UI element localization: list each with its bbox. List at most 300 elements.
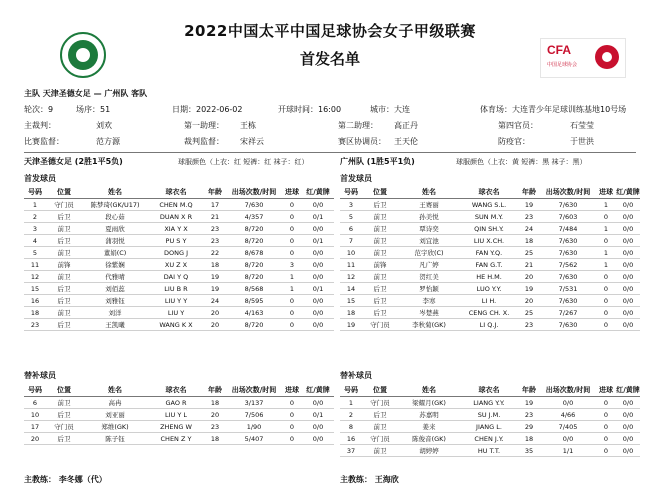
table-cell: 前卫 — [362, 211, 398, 223]
table-cell: 后卫 — [362, 199, 398, 211]
table-cell: 0 — [282, 397, 302, 409]
table-cell: 王赛丽 — [398, 199, 460, 211]
table-cell: 21 — [518, 259, 540, 271]
column-header: 进球 — [282, 384, 302, 397]
column-header: 姓名 — [82, 384, 148, 397]
table-cell: 23 — [204, 421, 226, 433]
table-cell: 17 — [204, 199, 226, 211]
table-cell: 前卫 — [362, 271, 398, 283]
table-cell: 段心茹 — [82, 211, 148, 223]
table-cell: 8/595 — [226, 295, 282, 307]
table-cell: 0/0 — [302, 247, 334, 259]
cfa-logo-subtext: 中国足球协会 — [547, 62, 578, 68]
table-cell: 前卫 — [46, 307, 82, 319]
table-cell: 覃诗奕 — [398, 223, 460, 235]
table-cell: 0/0 — [616, 211, 640, 223]
table-cell: 后卫 — [46, 319, 82, 331]
table-cell: 20 — [204, 319, 226, 331]
table-cell: 0/0 — [616, 307, 640, 319]
table-cell: 1 — [596, 223, 616, 235]
venue: 体育场：大连青少年足球训练基地10号场 — [480, 105, 627, 114]
table-cell: 0 — [596, 307, 616, 319]
match-number: 场序：51 — [76, 105, 111, 114]
table-cell: 18 — [24, 307, 46, 319]
table-row — [340, 247, 640, 259]
table-cell: 贺红美 — [398, 271, 460, 283]
table-cell: 2 — [24, 211, 46, 223]
table-cell: 0 — [282, 295, 302, 307]
column-header: 出场次数/时间 — [226, 186, 282, 199]
cfa-logo-text: CFA — [547, 43, 571, 57]
table-cell: 8/720 — [226, 235, 282, 247]
table-cell: 0 — [596, 421, 616, 433]
table-cell: 18 — [518, 433, 540, 445]
column-header: 年龄 — [204, 186, 226, 199]
table-cell: DAI Y Q — [148, 271, 204, 283]
table-cell: 18 — [340, 307, 362, 319]
table-cell: 23 — [24, 319, 46, 331]
column-header: 红/黄牌 — [302, 186, 334, 199]
table-cell: 23 — [204, 235, 226, 247]
table-header-row — [24, 384, 334, 397]
home-starters-table — [24, 186, 334, 331]
table-cell: SUN M.Y. — [460, 211, 518, 223]
table-cell: 王凯曦 — [82, 319, 148, 331]
table-cell: GAO R — [148, 397, 204, 409]
table-row — [24, 397, 334, 409]
table-cell: 0 — [282, 223, 302, 235]
column-header: 红/黄牌 — [616, 384, 640, 397]
table-cell: 守门员 — [362, 319, 398, 331]
table-cell: ZHENG W — [148, 421, 204, 433]
column-header: 红/黄牌 — [302, 384, 334, 397]
table-row — [24, 433, 334, 445]
table-cell: 后卫 — [46, 433, 82, 445]
table-row — [340, 235, 640, 247]
table-row — [24, 283, 334, 295]
table-row — [24, 319, 334, 331]
divider — [24, 152, 636, 153]
official-role: 裁判监督： — [184, 137, 224, 146]
column-header: 出场次数/时间 — [226, 384, 282, 397]
table-row — [24, 409, 334, 421]
table-cell: 0/0 — [616, 421, 640, 433]
column-header: 号码 — [340, 384, 362, 397]
table-header-row — [340, 384, 640, 397]
table-cell: 0 — [282, 307, 302, 319]
table-cell: 3 — [282, 259, 302, 271]
table-cell: 19 — [204, 283, 226, 295]
table-cell: 0 — [596, 319, 616, 331]
table-cell: LIU Y — [148, 307, 204, 319]
table-cell: 23 — [204, 223, 226, 235]
table-cell: LI Q.J. — [460, 319, 518, 331]
table-cell: 0/0 — [302, 433, 334, 445]
table-row — [24, 235, 334, 247]
table-cell: 前卫 — [362, 445, 398, 457]
table-cell: 夏雨欣 — [82, 223, 148, 235]
table-cell: LIANG Y.Y. — [460, 397, 518, 409]
table-cell: 7/405 — [540, 421, 596, 433]
table-cell: 0/0 — [616, 235, 640, 247]
table-cell: 8/720 — [226, 259, 282, 271]
column-header: 号码 — [340, 186, 362, 199]
table-row — [340, 445, 640, 457]
table-cell: 岑楚燕 — [398, 307, 460, 319]
table-cell: 守门员 — [362, 397, 398, 409]
home-subs-label: 替补球员 — [24, 371, 56, 380]
table-cell: 11 — [24, 259, 46, 271]
official-role: 第一助理： — [184, 121, 224, 130]
table-cell: 25 — [518, 247, 540, 259]
table-cell: QIN SH.Y. — [460, 223, 518, 235]
table-cell: 37 — [340, 445, 362, 457]
table-cell: 后卫 — [362, 307, 398, 319]
column-header: 出场次数/时间 — [540, 384, 596, 397]
table-cell: DONG J — [148, 247, 204, 259]
official-name: 王栋 — [240, 121, 256, 130]
column-header: 号码 — [24, 186, 46, 199]
kickoff-time: 开球时间：16:00 — [278, 105, 342, 114]
table-cell: LIU X.CH. — [460, 235, 518, 247]
table-cell: 4/163 — [226, 307, 282, 319]
table-cell: 陈梦琦(GK/U17) — [82, 199, 148, 211]
table-cell: 1 — [282, 271, 302, 283]
table-row — [24, 199, 334, 211]
table-cell: 后卫 — [362, 409, 398, 421]
table-cell: 7/506 — [226, 409, 282, 421]
table-cell: 高冉 — [82, 397, 148, 409]
table-cell: 前卫 — [362, 247, 398, 259]
official-role: 主裁判： — [24, 121, 56, 130]
table-cell: 8/720 — [226, 223, 282, 235]
table-cell: 7/630 — [540, 295, 596, 307]
table-cell: 前卫 — [46, 223, 82, 235]
table-cell: 19 — [340, 319, 362, 331]
table-cell: 后卫 — [362, 295, 398, 307]
table-cell: 20 — [518, 295, 540, 307]
table-cell: 梁耀月(GK) — [398, 397, 460, 409]
column-header: 年龄 — [518, 384, 540, 397]
table-cell: 前卫 — [362, 421, 398, 433]
column-header: 年龄 — [518, 186, 540, 199]
table-cell: 20 — [204, 409, 226, 421]
table-cell: 18 — [204, 433, 226, 445]
table-cell: 刘亚丽 — [82, 409, 148, 421]
table-cell: WANG S.L. — [460, 199, 518, 211]
table-cell: 0 — [282, 319, 302, 331]
table-cell: 0/0 — [616, 433, 640, 445]
table-cell: 15 — [340, 295, 362, 307]
table-cell: 陈俊音(GK) — [398, 433, 460, 445]
table-row — [24, 271, 334, 283]
table-cell: 代雅晴 — [82, 271, 148, 283]
table-cell: 22 — [204, 247, 226, 259]
table-cell: 23 — [518, 409, 540, 421]
table-cell: 11 — [340, 259, 362, 271]
official-role: 比赛监督： — [24, 137, 64, 146]
column-header: 出场次数/时间 — [540, 186, 596, 199]
column-header: 球衣名 — [460, 186, 518, 199]
column-header: 位置 — [46, 384, 82, 397]
table-cell: 1 — [340, 397, 362, 409]
table-cell: 7 — [340, 235, 362, 247]
table-row — [340, 421, 640, 433]
table-cell: 罗怡颖 — [398, 283, 460, 295]
table-cell: 0 — [596, 271, 616, 283]
table-cell: 0/0 — [616, 271, 640, 283]
column-header: 球衣名 — [460, 384, 518, 397]
table-cell: 李寒 — [398, 295, 460, 307]
official-role: 第二助理： — [338, 121, 378, 130]
table-cell: 1 — [596, 199, 616, 211]
table-cell: 0 — [282, 199, 302, 211]
table-cell: 10 — [340, 247, 362, 259]
table-cell: 3 — [340, 199, 362, 211]
table-cell: 0/0 — [302, 295, 334, 307]
official-name: 刘欢 — [96, 121, 112, 130]
table-cell: 0/0 — [616, 397, 640, 409]
table-cell: 0/0 — [540, 433, 596, 445]
table-cell: 守门员 — [46, 421, 82, 433]
column-header: 位置 — [362, 384, 398, 397]
table-cell: 24 — [518, 223, 540, 235]
official-role: 赛区协调员： — [338, 137, 386, 146]
table-header-row — [340, 186, 640, 199]
table-row — [24, 259, 334, 271]
table-row — [24, 295, 334, 307]
table-cell: 21 — [204, 211, 226, 223]
table-cell: SU J.M. — [460, 409, 518, 421]
table-cell: 守门员 — [362, 433, 398, 445]
table-cell: 16 — [24, 295, 46, 307]
table-cell: 23 — [518, 211, 540, 223]
round: 轮次：9 — [24, 105, 54, 114]
table-cell: 1 — [596, 247, 616, 259]
table-cell: 29 — [518, 421, 540, 433]
match-date: 日期：2022-06-02 — [172, 105, 243, 114]
table-cell: 0 — [282, 247, 302, 259]
column-header: 球衣名 — [148, 384, 204, 397]
table-cell: HE H.M. — [460, 271, 518, 283]
table-row — [340, 319, 640, 331]
table-cell: 0/0 — [302, 223, 334, 235]
table-cell: 0/0 — [302, 199, 334, 211]
away-subs-table — [340, 384, 640, 457]
table-cell: 徐紫娴 — [82, 259, 148, 271]
table-cell: 后卫 — [46, 409, 82, 421]
column-header: 位置 — [46, 186, 82, 199]
table-cell: FAN Y.Q. — [460, 247, 518, 259]
table-cell: 0 — [596, 283, 616, 295]
table-cell: 胡婷婷 — [398, 445, 460, 457]
table-cell: 7/630 — [540, 319, 596, 331]
table-cell: 0/0 — [616, 283, 640, 295]
table-cell: 0 — [596, 397, 616, 409]
column-header: 姓名 — [398, 384, 460, 397]
table-cell: 前卫 — [362, 235, 398, 247]
table-cell: 20 — [24, 433, 46, 445]
table-cell: 0/0 — [540, 397, 596, 409]
table-cell: 前锋 — [362, 259, 398, 271]
teams-line: 主队 天津圣德女足 — 广州队 客队 — [24, 89, 148, 98]
table-cell: 0/0 — [616, 199, 640, 211]
table-cell: 10 — [24, 409, 46, 421]
column-header: 姓名 — [398, 186, 460, 199]
table-row — [24, 421, 334, 433]
page-title: 2022中国太平中国足球协会女子甲级联赛 — [184, 22, 476, 40]
table-cell: WANG K X — [148, 319, 204, 331]
table-cell: 前卫 — [46, 271, 82, 283]
table-row — [340, 307, 640, 319]
official-name: 王天伦 — [394, 137, 418, 146]
table-cell: 7/630 — [540, 235, 596, 247]
table-cell: 苏嘉明 — [398, 409, 460, 421]
table-cell: CENG CH. X. — [460, 307, 518, 319]
column-header: 姓名 — [82, 186, 148, 199]
table-cell: 18 — [204, 397, 226, 409]
home-starters-label: 首发球员 — [24, 174, 56, 183]
table-row — [24, 307, 334, 319]
table-cell: 刘宜池 — [398, 235, 460, 247]
table-row — [340, 271, 640, 283]
table-cell: 0/0 — [616, 247, 640, 259]
table-cell: 5 — [24, 247, 46, 259]
table-cell: 0/1 — [302, 211, 334, 223]
table-cell: 后卫 — [46, 235, 82, 247]
table-cell: 2 — [340, 409, 362, 421]
table-cell: 7/562 — [540, 259, 596, 271]
table-cell: 5/407 — [226, 433, 282, 445]
home-team-name: 天津圣德女足 (2胜1平5负) — [24, 157, 123, 166]
home-coach: 主教练： 李冬娜（代） — [24, 475, 107, 484]
table-cell: 孙美悦 — [398, 211, 460, 223]
table-cell: 7/603 — [540, 211, 596, 223]
table-cell: 凡广婷 — [398, 259, 460, 271]
table-cell: 0/1 — [302, 283, 334, 295]
column-header: 年龄 — [204, 384, 226, 397]
table-cell: 后卫 — [46, 283, 82, 295]
table-cell: 0/1 — [302, 409, 334, 421]
table-row — [340, 199, 640, 211]
table-cell: 刘洋 — [82, 307, 148, 319]
table-cell: 0/0 — [616, 223, 640, 235]
table-cell: 李秋菊(GK) — [398, 319, 460, 331]
table-cell: 7/267 — [540, 307, 596, 319]
column-header: 球衣名 — [148, 186, 204, 199]
table-cell: 1/1 — [540, 445, 596, 457]
table-cell: 姜来 — [398, 421, 460, 433]
column-header: 进球 — [282, 186, 302, 199]
table-cell: 0/0 — [302, 271, 334, 283]
table-cell: 19 — [518, 199, 540, 211]
table-cell: 0 — [596, 433, 616, 445]
table-cell: 18 — [518, 235, 540, 247]
table-cell: 蒲羽悦 — [82, 235, 148, 247]
table-cell: 19 — [518, 397, 540, 409]
table-cell: 19 — [518, 283, 540, 295]
table-cell: 14 — [340, 283, 362, 295]
column-header: 位置 — [362, 186, 398, 199]
away-subs-label: 替补球员 — [340, 371, 372, 380]
table-cell: 0/0 — [616, 319, 640, 331]
table-cell: 23 — [518, 319, 540, 331]
table-cell: 4 — [24, 235, 46, 247]
table-cell: 24 — [204, 295, 226, 307]
table-cell: 前锋 — [46, 259, 82, 271]
table-cell: 后卫 — [46, 295, 82, 307]
table-cell: 陈子钰 — [82, 433, 148, 445]
table-cell: 18 — [204, 259, 226, 271]
table-cell: 0 — [282, 421, 302, 433]
table-cell: 25 — [518, 307, 540, 319]
table-cell: 3 — [24, 223, 46, 235]
table-cell: 0/0 — [302, 259, 334, 271]
table-cell: 郑维(GK) — [82, 421, 148, 433]
away-team-name: 广州队 (1胜5平1负) — [340, 157, 415, 166]
table-cell: 0 — [282, 409, 302, 421]
table-cell: 12 — [24, 271, 46, 283]
away-kit: 球服颜色（上衣：黄 短裤：黑 袜子：黑） — [456, 158, 587, 166]
table-cell: 6 — [24, 397, 46, 409]
table-cell: 5 — [340, 211, 362, 223]
city: 城市：大连 — [370, 105, 410, 114]
table-cell: 20 — [204, 307, 226, 319]
table-header-row — [24, 186, 334, 199]
table-cell: 0 — [282, 211, 302, 223]
away-starters-label: 首发球员 — [340, 174, 372, 183]
table-cell: 8/720 — [226, 319, 282, 331]
table-cell: 范宇欣(C) — [398, 247, 460, 259]
official-role: 防疫官： — [498, 137, 530, 146]
table-cell: 0/0 — [302, 319, 334, 331]
table-cell: 0/0 — [302, 421, 334, 433]
table-cell: 0/0 — [616, 445, 640, 457]
away-starters-table — [340, 186, 640, 331]
table-cell: 20 — [518, 271, 540, 283]
table-cell: 8/568 — [226, 283, 282, 295]
official-name: 宋祥云 — [240, 137, 264, 146]
table-cell: 7/630 — [540, 199, 596, 211]
table-cell: XU Z X — [148, 259, 204, 271]
table-cell: 后卫 — [46, 211, 82, 223]
table-cell: 35 — [518, 445, 540, 457]
table-cell: 1/90 — [226, 421, 282, 433]
table-cell: 0/1 — [302, 235, 334, 247]
table-cell: 17 — [24, 421, 46, 433]
table-cell: 董娟(C) — [82, 247, 148, 259]
table-cell: 前卫 — [46, 247, 82, 259]
table-cell: CHEN Z Y — [148, 433, 204, 445]
table-row — [340, 259, 640, 271]
table-cell: 16 — [340, 433, 362, 445]
column-header: 进球 — [596, 384, 616, 397]
official-name: 石莹莹 — [570, 121, 594, 130]
table-cell: 7/484 — [540, 223, 596, 235]
table-cell: 0/0 — [616, 259, 640, 271]
table-cell: 1 — [282, 283, 302, 295]
table-row — [340, 283, 640, 295]
home-kit: 球服颜色（上衣：红 短裤：红 袜子：红） — [178, 158, 309, 166]
table-cell: 后卫 — [362, 283, 398, 295]
table-row — [340, 409, 640, 421]
table-cell: 0 — [596, 235, 616, 247]
table-cell: 8/720 — [226, 271, 282, 283]
table-row — [340, 211, 640, 223]
table-cell: 0/0 — [302, 397, 334, 409]
column-header: 进球 — [596, 186, 616, 199]
table-cell: 刘佰蕊 — [82, 283, 148, 295]
